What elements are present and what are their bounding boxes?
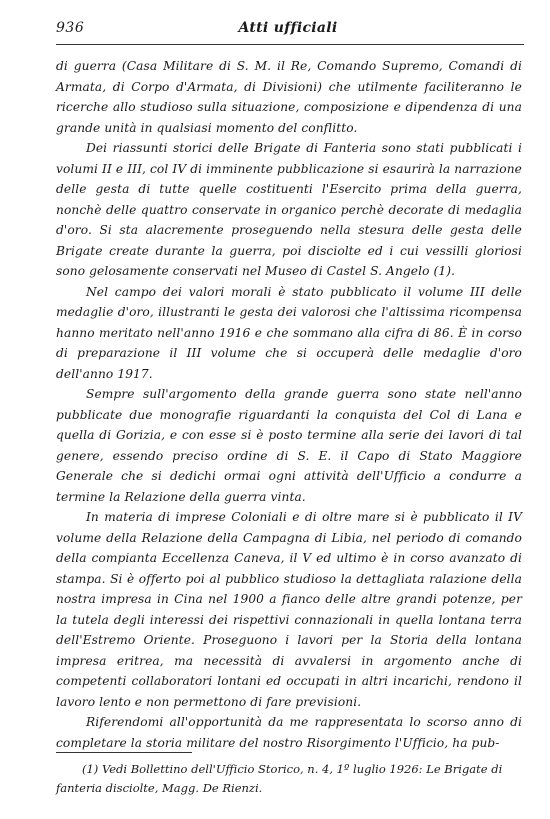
- body-text: [56, 56, 522, 753]
- header-rule: [56, 44, 524, 45]
- paragraph: In materia di imprese Coloniali e di oltre mare si è pubblicato il IV volume della Relazione della Campagna di Libia, nel periodo di comando della compianta Eccellenza Caneva, il V ed ultimo è in corso avanzato di stampa. Si è offerto poi al pubblico studioso la dettagliata ralazione della nostra impresa in Cina nel 1900 a fianco delle altre grandi potenze, per la tutela degli interessi dei rispettivi connazionali in quella lontana terra dell'Estremo Oriente. Proseguono i lavori per la Storia della lontana impresa eritrea, ma necessità di avvalersi in argomento anche di competenti collaboratori lontani ed occupati in altri incarichi, rendono il lavoro lento e non permettono di fare previsioni.: [56, 510, 522, 709]
- footnote: [56, 760, 522, 798]
- paragraph: Dei riassunti storici delle Brigate di Fanteria sono stati pubblicati i volumi II e III, col IV di imminente pubblicazione si esaurirà la narrazione delle gesta di tutte quelle costituenti l'Esercito prima della guerra, nonchè delle quattro conservate in organico perchè decorate di medaglia d'oro. Si sta alacremente proseguendo nella stesura delle gesta delle Brigate create durante la guerra, poi disciolte ed i cui vessilli gloriosi sono gelosamente conservati nel Museo di Castel S. Angelo (1).: [56, 141, 522, 278]
- paragraph: Sempre sull'argomento della grande guerra sono state nell'anno pubblicate due monografie riguardanti la conquista del Col di Lana e quella di Gorizia, e con esse si è posto termine alla serie dei lavori di tal genere, essendo preciso ordine di S. E. il Capo di Stato Maggiore Generale che si dedichi ormai ogni attività dell'Ufficio a condurre a termine la Relazione della guerra vinta.: [56, 387, 522, 504]
- footnote-rule: [56, 752, 192, 753]
- page-header: [56, 20, 520, 42]
- footnote-text: (1) Vedi Bollettino dell'Ufficio Storico, n. 4, 1º luglio 1926: Le Brigate di fanteria disciolte, Magg. De Rienzi.: [56, 762, 503, 795]
- paragraph: Riferendomi all'opportunità da me rappresentata lo scorso anno di completare la storia militare del nostro Risorgimento l'Ufficio, ha pub-: [56, 715, 522, 750]
- running-title: Atti ufficiali: [238, 20, 338, 36]
- paragraph: Nel campo dei valori morali è stato pubblicato il volume III delle medaglie d'oro, illustranti le gesta dei valorosi che l'altissima ricompensa hanno meritato nell'anno 1916 e che sommano alla cifra di 86. È in corso di preparazione il III volume che si occuperà delle medaglie d'oro dell'anno 1917.: [56, 284, 522, 381]
- page-number: 936: [56, 20, 85, 36]
- paragraph: di guerra (Casa Militare di S. M. il Re, Comando Supremo, Comandi di Armata, di Corpo d'Armata, di Divisioni) che utilmente faciliteranno le ricerche allo studioso sulla situazione, composizione e dipendenza di una grande unità in qualsiasi momento del conflitto.: [56, 59, 522, 135]
